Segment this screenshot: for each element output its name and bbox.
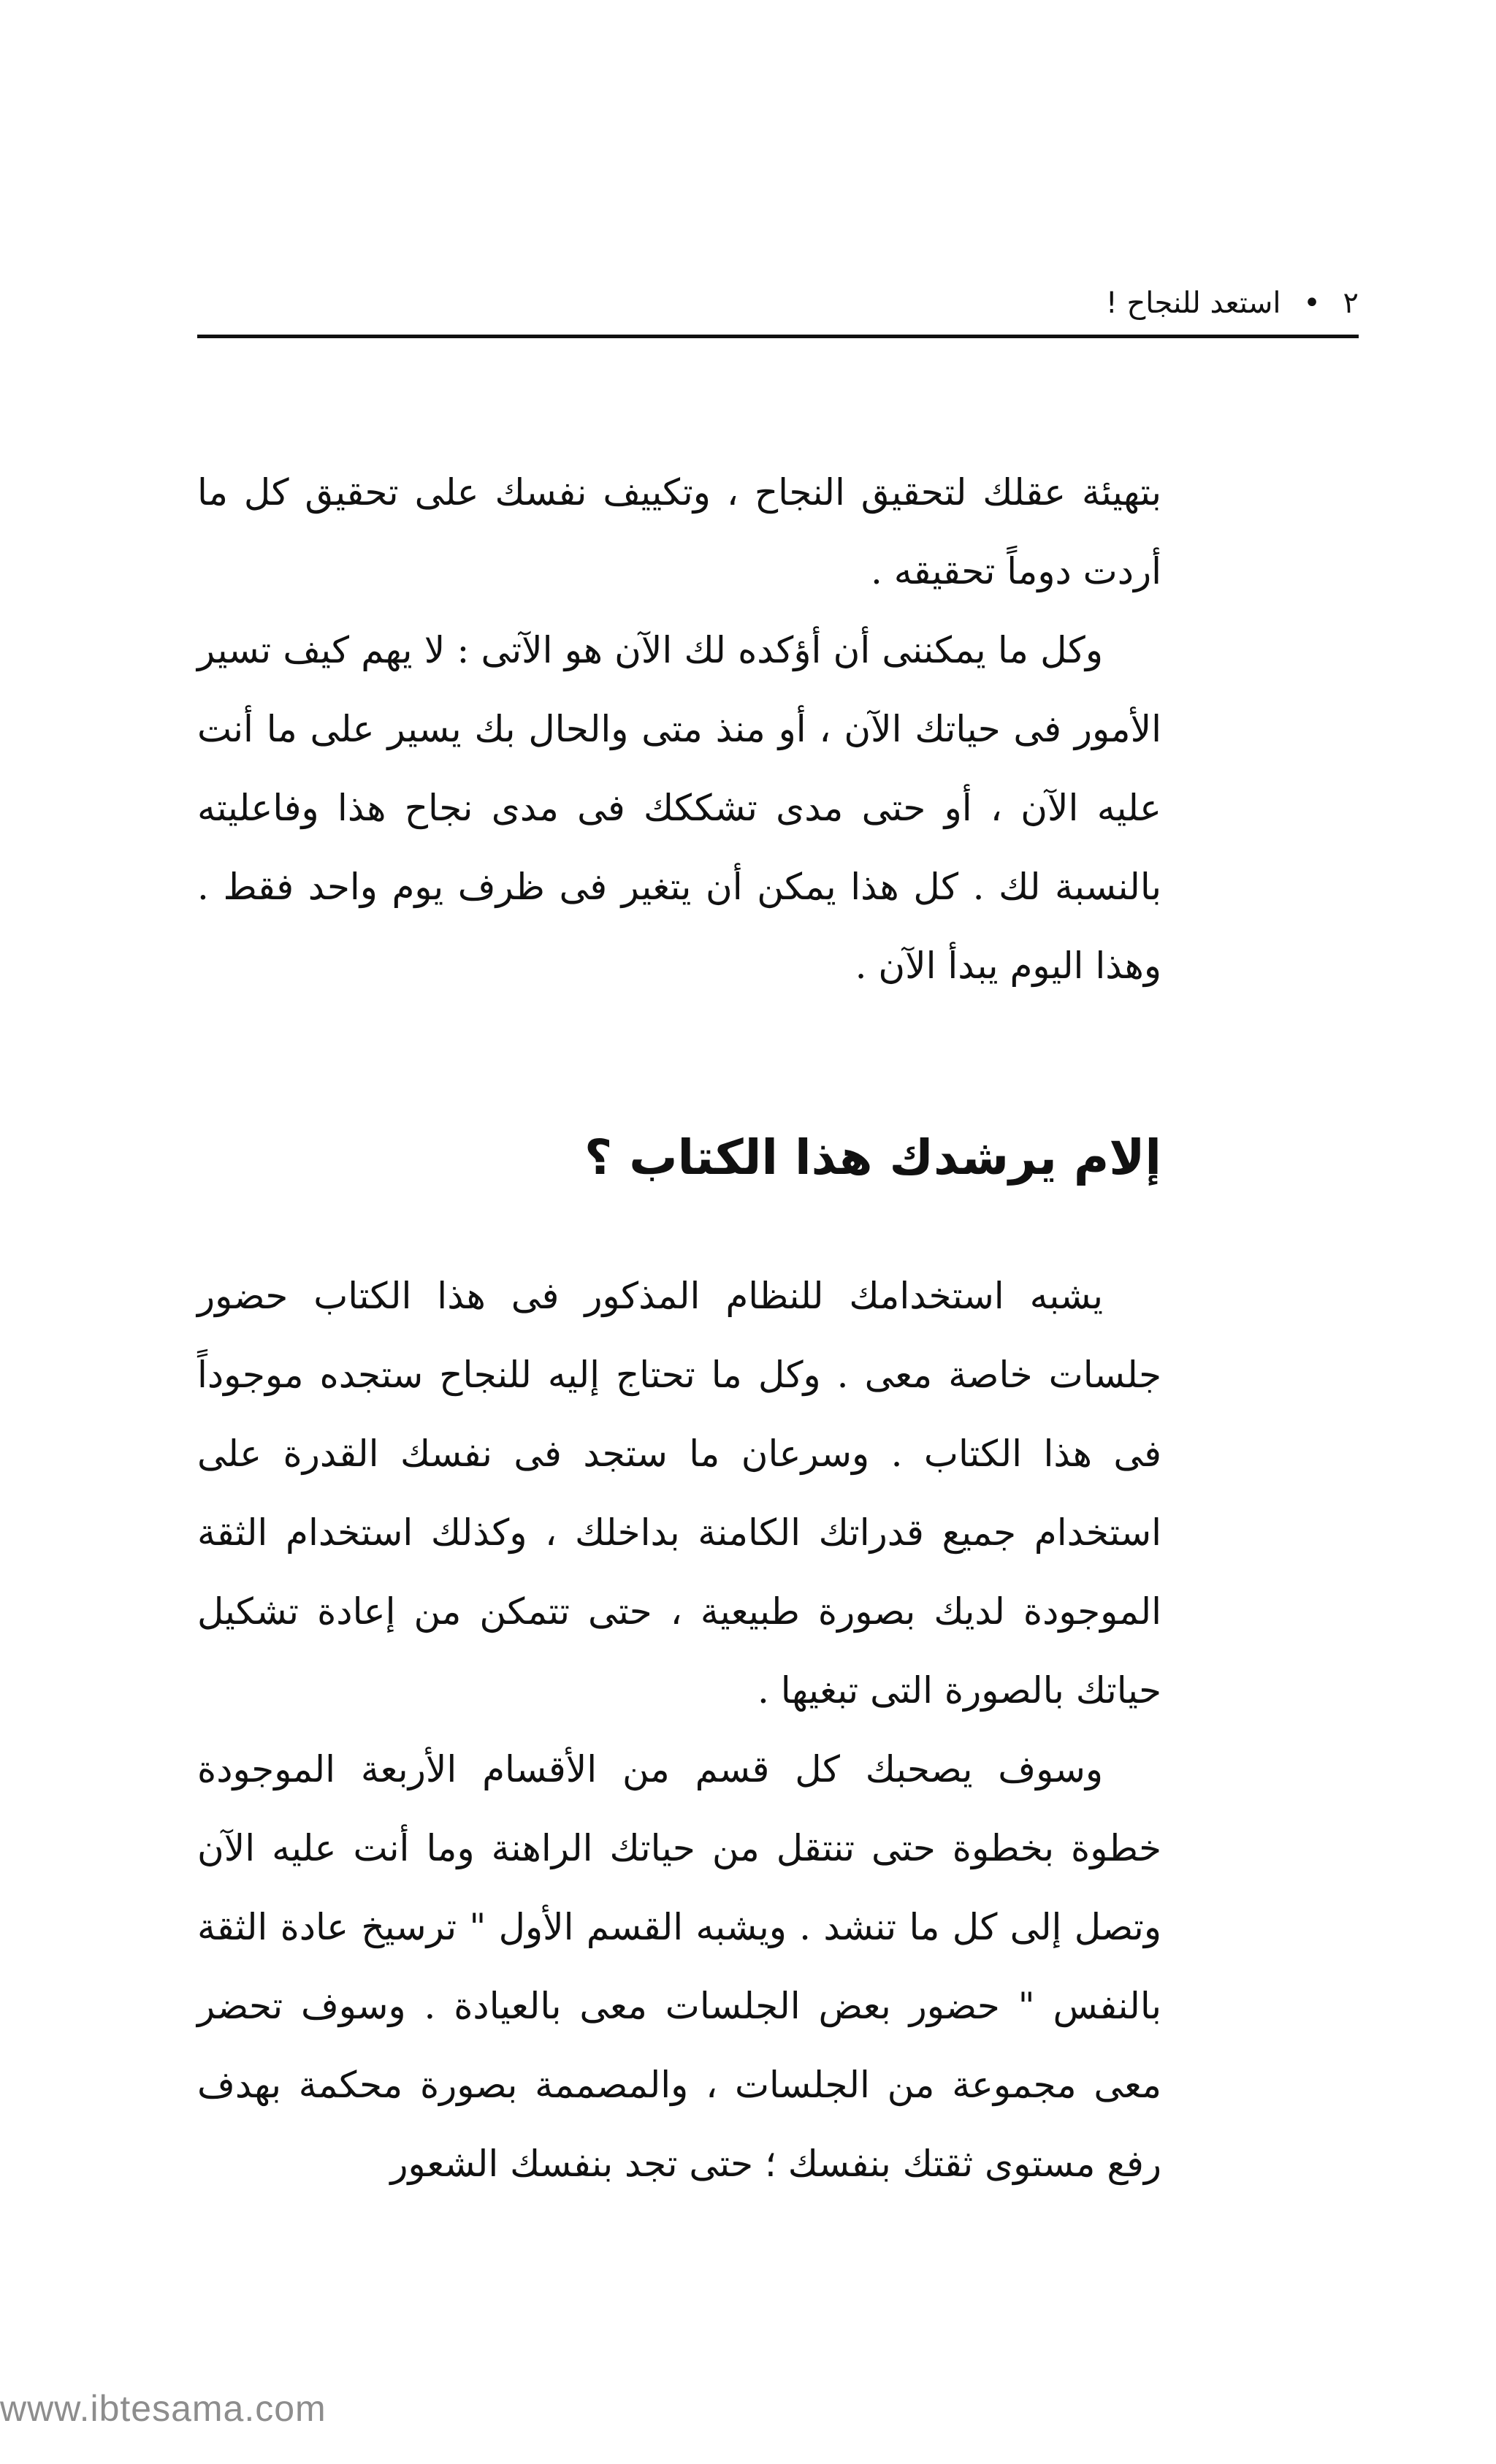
paragraph: يشبه استخدامك للنظام المذكور فى هذا الكتاب حضور جلسات خاصة معى . وكل ما تحتاج إليه للنجاح ستجده موجوداً فى هذا الكتاب . وسرعان ما ستجد فى نفسك القدرة على استخدام جميع قدراتك الكامنة بداخلك ، وكذلك استخدام الثقة الموجودة لديك بصورة طبيعية ، حتى تتمكن من إعادة تشكيل حياتك بالصورة التى تبغيها . bbox=[197, 1275, 1161, 1712]
section-heading: إلام يرشدك هذا الكتاب ؟ bbox=[584, 1129, 1161, 1186]
page-number: ٢ bbox=[1343, 286, 1359, 320]
paragraph: بتهيئة عقلك لتحقيق النجاح ، وتكييف نفسك على تحقيق كل ما أردت دوماً تحقيقه . bbox=[197, 471, 1161, 592]
chapter-title: استعد للنجاح ! bbox=[1105, 286, 1281, 320]
paragraph: وسوف يصحبك كل قسم من الأقسام الأربعة الموجودة خطوة بخطوة حتى تنتقل من حياتك الراهنة وما أنت عليه الآن وتصل إلى كل ما تنشد . ويشبه القسم الأول " ترسيخ عادة الثقة بالنفس " حضور بعض الجلسات معى بالعيادة . وسوف تحضر معى مجموعة من الجلسات ، والمصممة بصورة محكمة بهدف رفع مستوى ثقتك بنفسك ؛ حتى تجد بنفسك الشعور bbox=[197, 1748, 1161, 2185]
section1-body bbox=[197, 453, 1161, 1005]
header-bullet: • bbox=[1303, 286, 1321, 320]
paragraph: وكل ما يمكننى أن أؤكده لك الآن هو الآتى : لا يهم كيف تسير الأمور فى حياتك الآن ، أو منذ متى والحال بك يسير على ما أنت عليه الآن ، أو حتى مدى تشككك فى مدى نجاح هذا وفاعليته بالنسبة لك . كل هذا يمكن أن يتغير فى ظرف يوم واحد فقط . وهذا اليوم يبدأ الآن . bbox=[197, 629, 1161, 987]
watermark-url: www.ibtesama.com bbox=[0, 2388, 327, 2429]
running-header bbox=[197, 278, 1359, 329]
header-rule bbox=[197, 335, 1359, 338]
section2-body bbox=[197, 1256, 1161, 2203]
